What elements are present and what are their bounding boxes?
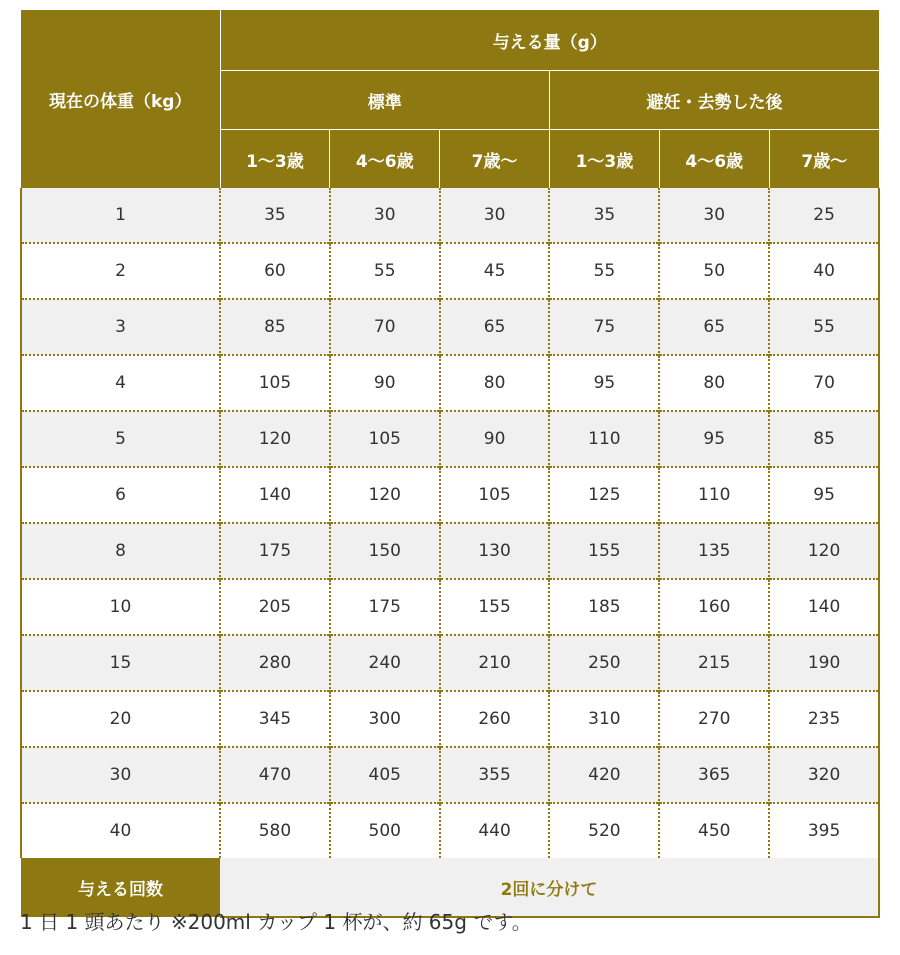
amount-cell: 80	[440, 355, 550, 411]
age-header: 1〜3歳	[220, 130, 330, 189]
amount-cell: 250	[549, 635, 659, 691]
amount-cell: 90	[330, 355, 440, 411]
amount-cell: 40	[769, 243, 879, 299]
table-row	[21, 467, 879, 523]
table-row	[21, 691, 879, 747]
amount-cell: 65	[440, 299, 550, 355]
amount-cell: 65	[659, 299, 769, 355]
amount-cell: 70	[330, 299, 440, 355]
amount-cell: 130	[440, 523, 550, 579]
table-row	[21, 579, 879, 635]
table-row	[21, 803, 879, 858]
weight-cell: 6	[21, 467, 220, 523]
table-row	[21, 299, 879, 355]
feed-times-value: 2回に分けて	[220, 858, 879, 917]
amount-cell: 405	[330, 747, 440, 803]
table-body	[21, 188, 879, 858]
amount-cell: 160	[659, 579, 769, 635]
amount-cell: 175	[330, 579, 440, 635]
amount-cell: 140	[220, 467, 330, 523]
amount-cell: 55	[549, 243, 659, 299]
amount-cell: 190	[769, 635, 879, 691]
amount-cell: 80	[659, 355, 769, 411]
amount-cell: 260	[440, 691, 550, 747]
amount-cell: 95	[769, 467, 879, 523]
amount-cell: 300	[330, 691, 440, 747]
amount-cell: 320	[769, 747, 879, 803]
weight-cell: 4	[21, 355, 220, 411]
amount-cell: 30	[440, 188, 550, 243]
amount-cell: 500	[330, 803, 440, 858]
amount-cell: 75	[549, 299, 659, 355]
amount-cell: 185	[549, 579, 659, 635]
amount-cell: 355	[440, 747, 550, 803]
amount-cell: 240	[330, 635, 440, 691]
age-header: 4〜6歳	[659, 130, 769, 189]
weight-cell: 5	[21, 411, 220, 467]
table-row	[21, 355, 879, 411]
amount-cell: 470	[220, 747, 330, 803]
amount-cell: 70	[769, 355, 879, 411]
amount-cell: 580	[220, 803, 330, 858]
amount-cell: 175	[220, 523, 330, 579]
weight-cell: 1	[21, 188, 220, 243]
amount-cell: 270	[659, 691, 769, 747]
amount-cell: 95	[659, 411, 769, 467]
amount-cell: 150	[330, 523, 440, 579]
amount-cell: 235	[769, 691, 879, 747]
amount-cell: 155	[440, 579, 550, 635]
weight-cell: 2	[21, 243, 220, 299]
feeding-table	[20, 10, 880, 918]
amount-header: 与える量（g）	[220, 10, 879, 71]
amount-cell: 440	[440, 803, 550, 858]
amount-cell: 120	[330, 467, 440, 523]
amount-cell: 105	[330, 411, 440, 467]
weight-cell: 15	[21, 635, 220, 691]
amount-cell: 30	[659, 188, 769, 243]
amount-cell: 450	[659, 803, 769, 858]
amount-cell: 85	[220, 299, 330, 355]
amount-cell: 280	[220, 635, 330, 691]
amount-cell: 125	[549, 467, 659, 523]
amount-cell: 60	[220, 243, 330, 299]
group-header-neutered: 避妊・去勢した後	[549, 71, 879, 130]
group-header-standard: 標準	[220, 71, 549, 130]
weight-cell: 40	[21, 803, 220, 858]
weight-cell: 3	[21, 299, 220, 355]
feeding-table-container	[20, 10, 878, 918]
amount-cell: 520	[549, 803, 659, 858]
amount-cell: 420	[549, 747, 659, 803]
amount-cell: 105	[440, 467, 550, 523]
amount-cell: 90	[440, 411, 550, 467]
amount-cell: 395	[769, 803, 879, 858]
age-header: 4〜6歳	[330, 130, 440, 189]
amount-cell: 140	[769, 579, 879, 635]
feed-times-label: 与える回数	[21, 858, 220, 917]
amount-cell: 105	[220, 355, 330, 411]
amount-cell: 95	[549, 355, 659, 411]
table-row	[21, 635, 879, 691]
footnote: 1 日 1 頭あたり ※200ml カップ 1 杯が、約 65g です。	[20, 910, 532, 934]
amount-cell: 215	[659, 635, 769, 691]
weight-cell: 20	[21, 691, 220, 747]
amount-cell: 345	[220, 691, 330, 747]
amount-cell: 120	[220, 411, 330, 467]
amount-cell: 50	[659, 243, 769, 299]
amount-cell: 55	[330, 243, 440, 299]
amount-cell: 45	[440, 243, 550, 299]
amount-cell: 365	[659, 747, 769, 803]
amount-cell: 85	[769, 411, 879, 467]
amount-cell: 35	[220, 188, 330, 243]
weight-cell: 8	[21, 523, 220, 579]
table-row	[21, 188, 879, 243]
age-header: 1〜3歳	[549, 130, 659, 189]
weight-header: 現在の体重（kg）	[21, 10, 220, 188]
weight-cell: 30	[21, 747, 220, 803]
amount-cell: 135	[659, 523, 769, 579]
amount-cell: 110	[659, 467, 769, 523]
amount-cell: 310	[549, 691, 659, 747]
amount-cell: 110	[549, 411, 659, 467]
amount-cell: 30	[330, 188, 440, 243]
table-row	[21, 747, 879, 803]
amount-cell: 120	[769, 523, 879, 579]
age-header: 7歳〜	[440, 130, 550, 189]
amount-cell: 210	[440, 635, 550, 691]
amount-cell: 55	[769, 299, 879, 355]
amount-cell: 25	[769, 188, 879, 243]
amount-cell: 205	[220, 579, 330, 635]
amount-cell: 155	[549, 523, 659, 579]
table-row	[21, 243, 879, 299]
table-row	[21, 523, 879, 579]
age-header: 7歳〜	[769, 130, 879, 189]
table-row	[21, 411, 879, 467]
weight-cell: 10	[21, 579, 220, 635]
amount-cell: 35	[549, 188, 659, 243]
